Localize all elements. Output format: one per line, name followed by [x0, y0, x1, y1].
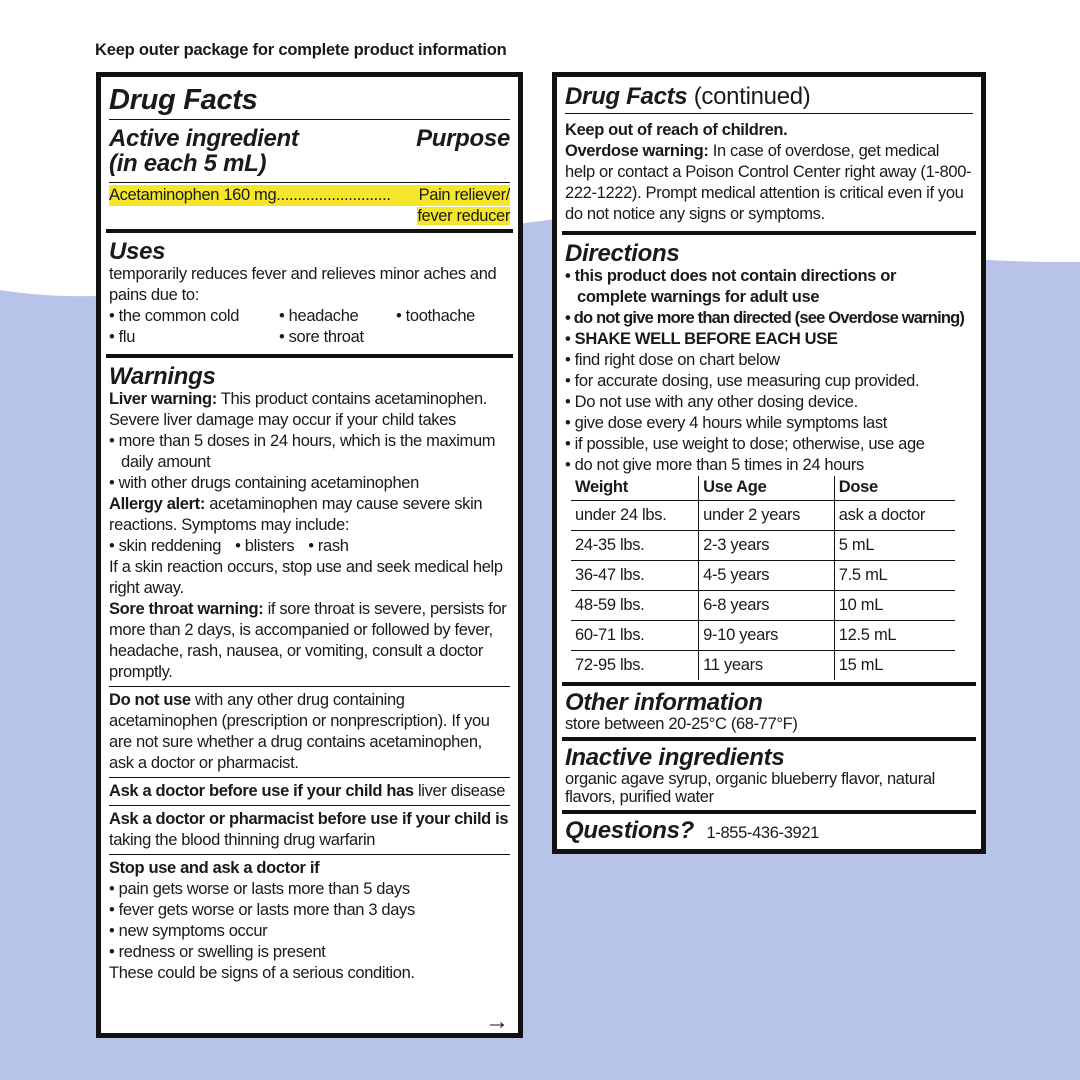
direction-item: • do not give more than 5 times in 24 hours	[565, 456, 864, 474]
table-cell: under 2 years	[699, 500, 835, 530]
sore-throat-text: if sore throat is severe, persists for more than 2 days, is accompanied or followed by fever, headache, rash, nausea, or vomiting, consult a doctor promptly.	[109, 600, 507, 681]
stop-item: • fever gets worse or lasts more than 3 days	[109, 901, 415, 919]
direction-item: • give dose every 4 hours while symptoms last	[565, 414, 888, 432]
table-cell: 7.5 mL	[834, 560, 955, 590]
allergy-alert-text: acetaminophen may cause severe skin reactions. Symptoms may include:	[109, 495, 483, 534]
overdose-section	[562, 77, 976, 235]
drug-facts-panel-left	[96, 72, 523, 1038]
table-row	[571, 530, 955, 560]
table-header-age: Use Age	[699, 476, 835, 500]
direction-item: • if possible, use weight to dose; otherwise, use age	[565, 435, 925, 453]
purpose-line-1: Pain reliever/	[418, 186, 510, 204]
use-item: • the common cold	[109, 307, 240, 325]
table-cell: 5 mL	[834, 530, 955, 560]
allergy-item: • skin reddening	[109, 537, 222, 555]
use-item: • toothache	[396, 307, 475, 325]
table-row	[571, 500, 955, 530]
drug-facts-title: Drug Facts	[109, 83, 510, 120]
allergy-after-text: If a skin reaction occurs, stop use and seek medical help right away.	[109, 558, 503, 597]
table-cell: 4-5 years	[699, 560, 835, 590]
continued-suffix: (continued)	[687, 83, 811, 110]
allergy-alert-label: Allergy alert:	[109, 495, 205, 513]
ask-pharmacist-text: taking the blood thinning drug warfarin	[109, 831, 376, 849]
overdose-warning-text: In case of overdose, get medical help or contact a Poison Control Center right away (1-800-222-1222). Prompt medical attention is critical even if you do not notice any signs or symptoms.	[565, 142, 972, 223]
table-header-weight: Weight	[571, 476, 699, 500]
direction-item: • SHAKE WELL BEFORE EACH USE	[565, 330, 838, 348]
questions-heading: Questions?	[565, 817, 695, 844]
uses-section	[106, 233, 513, 358]
stop-item: • new symptoms occur	[109, 922, 268, 940]
active-ingredient-section	[106, 77, 513, 233]
directions-heading: Directions	[565, 240, 680, 267]
table-cell: 15 mL	[834, 650, 955, 680]
directions-section	[562, 235, 976, 686]
table-row	[571, 590, 955, 620]
continue-arrow-icon: →	[485, 1008, 509, 1035]
do-not-use-label: Do not use	[109, 691, 191, 709]
liver-warning-label: Liver warning:	[109, 390, 217, 408]
ingredient-line: Acetaminophen 160 mg...........................	[109, 185, 419, 206]
stop-item: • redness or swelling is present	[109, 943, 326, 961]
allergy-item: • rash	[308, 537, 349, 555]
direction-item: • Do not use with any other dosing device.	[565, 393, 858, 411]
table-row	[571, 560, 955, 590]
stop-use-label: Stop use and ask a doctor if	[109, 859, 320, 877]
overdose-warning-label: Overdose warning:	[565, 142, 709, 160]
inactive-ingredients-heading: Inactive ingredients	[565, 744, 785, 771]
table-row	[571, 620, 955, 650]
active-ingredient-subheading: (in each 5 mL)	[109, 150, 267, 177]
drug-facts-panel-right	[552, 72, 986, 854]
questions-section	[562, 814, 976, 850]
sore-throat-label: Sore throat warning:	[109, 600, 264, 618]
other-information-section	[562, 686, 976, 741]
purpose-line-2: fever reducer	[417, 207, 510, 225]
inactive-ingredients-section	[562, 741, 976, 814]
table-cell: 9-10 years	[699, 620, 835, 650]
table-cell: 72-95 lbs.	[575, 655, 645, 674]
do-not-use-text: with any other drug containing acetaminophen (prescription or nonprescription). If you are not sure whether a drug contains acetaminophen, ask a doctor or pharmacist.	[109, 691, 490, 772]
liver-warning-text: This product contains acetaminophen. Severe liver damage may occur if your child takes	[109, 390, 488, 429]
questions-phone: 1-855-436-3921	[706, 824, 819, 842]
table-cell: 2-3 years	[699, 530, 835, 560]
table-cell: 6-8 years	[699, 590, 835, 620]
direction-item: • find right dose on chart below	[565, 351, 780, 369]
table-header-dose: Dose	[834, 476, 955, 500]
warnings-heading: Warnings	[109, 363, 216, 390]
uses-intro: temporarily reduces fever and relieves minor aches and pains due to:	[109, 265, 497, 304]
table-cell: ask a doctor	[834, 500, 955, 530]
table-row	[571, 650, 955, 680]
table-cell: under 24 lbs.	[571, 500, 699, 530]
ask-doctor-text: liver disease	[413, 782, 506, 800]
other-information-heading: Other information	[565, 689, 763, 716]
drug-facts-continued-title: Drug Facts	[565, 83, 688, 110]
table-cell: 24-35 lbs.	[571, 530, 699, 560]
direction-item: • this product does not contain directions or	[565, 267, 897, 285]
direction-item: • for accurate dosing, use measuring cup provided.	[565, 372, 920, 390]
liver-item: • more than 5 doses in 24 hours, which is the maximum daily amount	[109, 432, 496, 471]
table-cell: 36-47 lbs.	[571, 560, 699, 590]
stop-item: • pain gets worse or lasts more than 5 days	[109, 880, 410, 898]
table-cell: 60-71 lbs.	[571, 620, 699, 650]
table-cell: 48-59 lbs.	[571, 590, 699, 620]
dosage-table	[571, 476, 955, 680]
active-ingredient-heading: Active ingredient	[109, 125, 299, 152]
purpose-heading: Purpose	[416, 125, 510, 152]
allergy-item: • blisters	[235, 537, 295, 555]
package-note: Keep outer package for complete product information	[95, 41, 507, 59]
storage-text: store between 20-25°C (68-77°F)	[565, 715, 798, 733]
table-cell: 10 mL	[834, 590, 955, 620]
direction-item: • do not give more than directed (see Overdose warning)	[565, 309, 965, 327]
keep-out-of-reach: Keep out of reach of children.	[565, 121, 788, 139]
ask-pharmacist-label: Ask a doctor or pharmacist before use if your child is	[109, 810, 509, 828]
use-item: • sore throat	[279, 328, 364, 346]
table-cell: 11 years	[699, 650, 835, 680]
uses-heading: Uses	[109, 238, 166, 265]
inactive-ingredients-text: organic agave syrup, organic blueberry flavor, natural flavors, purified water	[565, 770, 935, 806]
liver-item: • with other drugs containing acetaminophen	[109, 474, 419, 492]
ask-doctor-label: Ask a doctor before use if your child has	[109, 782, 414, 800]
direction-item: complete warnings for adult use	[577, 288, 820, 306]
use-item: • flu	[109, 328, 136, 346]
stop-after-text: These could be signs of a serious condition.	[109, 964, 415, 982]
table-cell: 12.5 mL	[834, 620, 955, 650]
use-item: • headache	[279, 307, 359, 325]
warnings-section	[106, 358, 513, 1038]
